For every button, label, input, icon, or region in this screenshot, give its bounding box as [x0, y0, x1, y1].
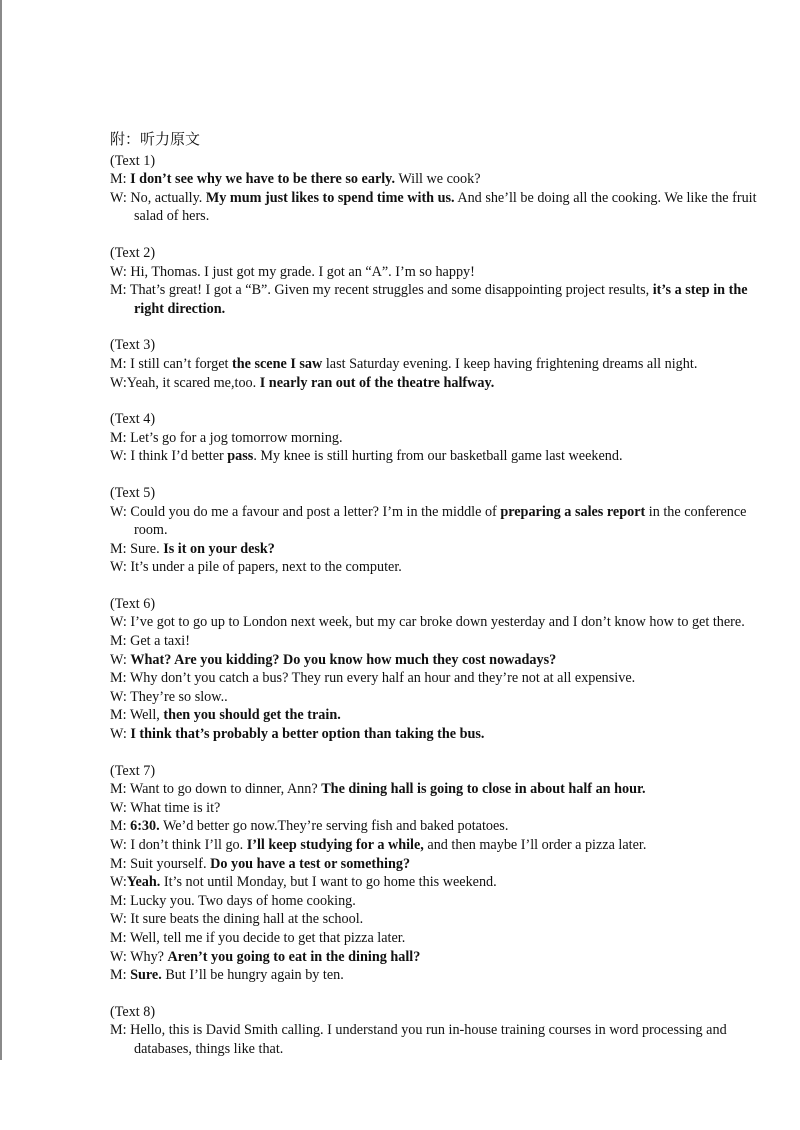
section-label: (Text 6) [110, 595, 156, 612]
line-text: M: Let’s go for a jog tomorrow morning. [110, 429, 343, 446]
key-phrase: the scene I saw [232, 355, 323, 372]
section-label: (Text 1) [110, 152, 156, 169]
key-phrase: it’s a step in the right direction. [134, 282, 748, 317]
key-phrase: 6:30. [130, 818, 160, 835]
section-label: (Text 7) [110, 762, 156, 779]
dialogue-line [110, 836, 770, 855]
dialogue-section [110, 1003, 770, 1059]
key-phrase: Aren’t you going to eat in the dining hall? [167, 948, 421, 965]
line-text: M: Get a taxi! [110, 633, 190, 650]
line-text: W: I think I’d better [110, 448, 228, 465]
line-text: last Saturday evening. I keep having frightening dreams all night. [322, 355, 698, 372]
line-text: M: Hello, this is David Smith calling. I understand you run in-house training courses in word processing and databases, things like that. [110, 1022, 727, 1057]
dialogue-line [110, 632, 770, 651]
dialogue-line [110, 688, 770, 707]
line-text: W: What time is it? [110, 799, 221, 816]
page-left-edge [0, 0, 2, 1060]
line-text: W: Hi, Thomas. I just got my grade. I got an “A”. I’m so happy! [110, 263, 475, 280]
dialogue-line [110, 540, 770, 559]
section-label: (Text 2) [110, 244, 156, 261]
dialogue-line [110, 429, 770, 448]
dialogue-line [110, 948, 770, 967]
dialogue-section [110, 484, 770, 577]
dialogue-section [110, 152, 770, 226]
dialogue-line [110, 170, 770, 189]
key-phrase: My mum just likes to spend time with us. [205, 189, 455, 206]
line-text: W: They’re so slow.. [110, 688, 228, 705]
line-text: and then maybe I’ll order a pizza later. [423, 837, 647, 853]
line-text: M: [110, 171, 131, 188]
line-text: M: That’s great! I got a “B”. Given my recent struggles and some disappointing project results, [110, 282, 653, 299]
dialogue-section [110, 762, 770, 985]
line-text: And she’ll be doing all the cooking. We like the fruit salad of hers. [134, 189, 757, 225]
key-phrase: I’ll keep studying for a while, [246, 837, 424, 853]
line-text: W: I don’t think I’ll go. [110, 837, 247, 853]
key-phrase: preparing a sales report [500, 503, 646, 520]
key-phrase: Sure. [130, 967, 162, 984]
dialogue-line [110, 873, 770, 892]
dialogue-section [110, 336, 770, 392]
line-text: W: [110, 726, 131, 743]
dialogue-line [110, 929, 770, 948]
line-text: M: I still can’t forget [110, 355, 233, 372]
dialogue-line [110, 855, 770, 874]
section-label: (Text 3) [110, 337, 156, 354]
key-phrase: Yeah. [126, 874, 161, 891]
key-phrase: What? Are you kidding? Do you know how much they cost nowadays? [130, 651, 557, 668]
dialogue-line [110, 780, 770, 799]
key-phrase: I nearly ran out of the theatre halfway. [259, 374, 495, 391]
line-text: W: No, actually. [110, 189, 206, 206]
dialogue-line [110, 355, 770, 374]
line-text: M: Want to go down to dinner, Ann? [110, 781, 322, 798]
dialogue-line [110, 613, 770, 632]
section-label: (Text 4) [110, 411, 156, 428]
line-text: M: Lucky you. Two days of home cooking. [110, 892, 356, 909]
dialogue-line [110, 374, 770, 393]
line-text: . My knee is still hurting from our basketball game last weekend. [253, 448, 623, 465]
line-text: Will we cook? [395, 171, 481, 188]
key-phrase: pass [227, 448, 254, 465]
key-phrase: I think that’s probably a better option than taking the bus. [130, 726, 485, 743]
key-phrase: Is it on your desk? [163, 540, 275, 557]
line-text: But I’ll be hungry again by ten. [161, 967, 344, 984]
dialogue-line [110, 706, 770, 725]
line-text: M: [110, 967, 131, 984]
line-text: W:Yeah, it scared me,too. [110, 374, 260, 391]
line-text: M: Well, [110, 707, 164, 724]
dialogue-line [110, 189, 770, 226]
dialogue-line [110, 503, 770, 540]
dialogue-section [110, 595, 770, 744]
transcript-sections [110, 152, 770, 1059]
dialogue-line [110, 447, 770, 466]
dialogue-line [110, 669, 770, 688]
dialogue-line [110, 651, 770, 670]
dialogue-line [110, 966, 770, 985]
line-text: M: [110, 818, 131, 835]
line-text: M: Sure. [110, 540, 164, 557]
section-label: (Text 8) [110, 1003, 156, 1020]
dialogue-line [110, 799, 770, 818]
line-text: W: Why? [110, 948, 168, 965]
line-text: W: [110, 874, 127, 891]
section-label: (Text 5) [110, 484, 156, 501]
line-text: We’d better go now.They’re serving fish and baked potatoes. [159, 818, 509, 835]
dialogue-line [110, 910, 770, 929]
line-text: M: Why don’t you catch a bus? They run every half an hour and they’re not at all expensive. [110, 670, 636, 687]
line-text: It’s not until Monday, but I want to go home this weekend. [160, 874, 497, 891]
line-text: W: It sure beats the dining hall at the school. [110, 911, 364, 928]
dialogue-section [110, 410, 770, 466]
transcript-document [110, 131, 770, 1077]
line-text: W: Could you do me a favour and post a letter? I’m in the middle of [110, 503, 501, 520]
line-text: W: I’ve got to go up to London next week, but my car broke down yesterday and I don’t know how to get there. [110, 614, 745, 631]
line-text: W: [110, 651, 131, 668]
dialogue-line [110, 725, 770, 744]
dialogue-line [110, 892, 770, 911]
key-phrase: The dining hall is going to close in about half an hour. [321, 781, 646, 798]
dialogue-line [110, 817, 770, 836]
line-text: M: Suit yourself. [110, 855, 211, 872]
dialogue-line [110, 1021, 770, 1058]
dialogue-line [110, 263, 770, 282]
dialogue-section [110, 244, 770, 318]
dialogue-line [110, 558, 770, 577]
line-text: in the conference room. [134, 503, 747, 539]
key-phrase: I don’t see why we have to be there so early. [130, 171, 396, 188]
line-text: W: It’s under a pile of papers, next to the computer. [110, 559, 402, 576]
line-text: M: Well, tell me if you decide to get that pizza later. [110, 929, 406, 946]
key-phrase: then you should get the train. [163, 707, 341, 724]
dialogue-line [110, 281, 770, 318]
transcript-heading: 附：听力原文 [110, 132, 201, 148]
key-phrase: Do you have a test or something? [210, 855, 411, 872]
